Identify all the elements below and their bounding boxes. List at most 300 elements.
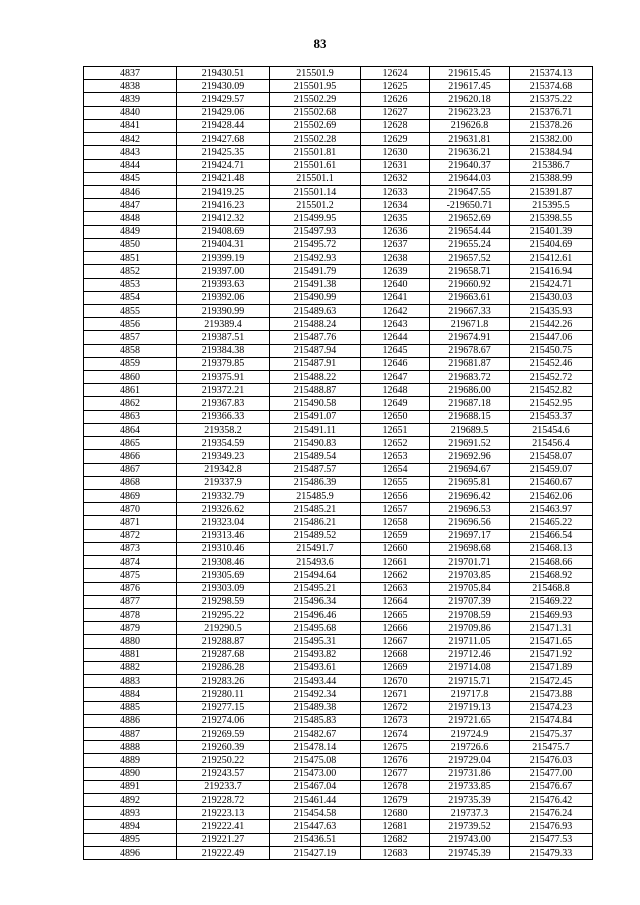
- x-coordinate-cell: 219696.53: [430, 503, 510, 516]
- x-coordinate-cell: 219424.71: [177, 159, 270, 172]
- table-row: [84, 331, 593, 344]
- x-coordinate-cell: 219626.8: [430, 119, 510, 132]
- x-coordinate-cell: 219288.87: [177, 635, 270, 648]
- y-coordinate-cell: 215491.79: [270, 265, 361, 278]
- point-number-cell: 12636: [361, 225, 430, 238]
- x-coordinate-cell: 219726.6: [430, 741, 510, 754]
- x-coordinate-cell: 219709.86: [430, 622, 510, 635]
- point-number-cell: 12634: [361, 199, 430, 212]
- point-number-cell: 4845: [84, 172, 177, 185]
- y-coordinate-cell: 215493.44: [270, 675, 361, 688]
- point-number-cell: 12651: [361, 423, 430, 436]
- x-coordinate-cell: 219286.28: [177, 661, 270, 674]
- x-coordinate-cell: 219636.21: [430, 146, 510, 159]
- point-number-cell: 4867: [84, 463, 177, 476]
- table-row: [84, 304, 593, 317]
- x-coordinate-cell: 219658.71: [430, 265, 510, 278]
- point-number-cell: 12666: [361, 622, 430, 635]
- table-row: [84, 833, 593, 846]
- y-coordinate-cell: 215466.54: [510, 529, 593, 542]
- point-number-cell: 12632: [361, 172, 430, 185]
- table-row: [84, 476, 593, 489]
- x-coordinate-cell: 219287.68: [177, 648, 270, 661]
- y-coordinate-cell: 215486.39: [270, 476, 361, 489]
- x-coordinate-cell: 219683.72: [430, 371, 510, 384]
- point-number-cell: 4840: [84, 106, 177, 119]
- y-coordinate-cell: 215452.95: [510, 397, 593, 410]
- x-coordinate-cell: 219714.08: [430, 661, 510, 674]
- y-coordinate-cell: 215490.83: [270, 437, 361, 450]
- y-coordinate-cell: 215491.38: [270, 278, 361, 291]
- x-coordinate-cell: 219719.13: [430, 701, 510, 714]
- table-row: [84, 437, 593, 450]
- x-coordinate-cell: 219269.59: [177, 727, 270, 740]
- y-coordinate-cell: 215497.93: [270, 225, 361, 238]
- table-row: [84, 397, 593, 410]
- point-number-cell: 12663: [361, 582, 430, 595]
- y-coordinate-cell: 215469.93: [510, 608, 593, 621]
- point-number-cell: 4857: [84, 331, 177, 344]
- x-coordinate-cell: 219421.48: [177, 172, 270, 185]
- y-coordinate-cell: 215382.00: [510, 133, 593, 146]
- y-coordinate-cell: 215442.26: [510, 318, 593, 331]
- x-coordinate-cell: 219692.96: [430, 450, 510, 463]
- table-row: [84, 212, 593, 225]
- y-coordinate-cell: 215499.95: [270, 212, 361, 225]
- point-number-cell: 12628: [361, 119, 430, 132]
- table-row: [84, 595, 593, 608]
- coordinates-table: [83, 66, 593, 860]
- table-row: [84, 846, 593, 859]
- point-number-cell: 4837: [84, 67, 177, 80]
- y-coordinate-cell: 215502.69: [270, 119, 361, 132]
- x-coordinate-cell: 219429.06: [177, 106, 270, 119]
- point-number-cell: 4854: [84, 291, 177, 304]
- point-number-cell: 4866: [84, 450, 177, 463]
- point-number-cell: 12665: [361, 608, 430, 621]
- point-number-cell: 4862: [84, 397, 177, 410]
- x-coordinate-cell: 219250.22: [177, 754, 270, 767]
- x-coordinate-cell: 219372.21: [177, 384, 270, 397]
- point-number-cell: 12675: [361, 741, 430, 754]
- point-number-cell: 12664: [361, 595, 430, 608]
- table-row: [84, 727, 593, 740]
- point-number-cell: 4847: [84, 199, 177, 212]
- x-coordinate-cell: 219696.42: [430, 490, 510, 503]
- point-number-cell: 12637: [361, 238, 430, 251]
- x-coordinate-cell: 219667.33: [430, 304, 510, 317]
- x-coordinate-cell: 219308.46: [177, 556, 270, 569]
- x-coordinate-cell: 219222.49: [177, 846, 270, 859]
- table-row: [84, 384, 593, 397]
- x-coordinate-cell: 219223.13: [177, 807, 270, 820]
- point-number-cell: 4879: [84, 622, 177, 635]
- y-coordinate-cell: 215495.21: [270, 582, 361, 595]
- table-row: [84, 516, 593, 529]
- y-coordinate-cell: 215490.58: [270, 397, 361, 410]
- point-number-cell: 12659: [361, 529, 430, 542]
- point-number-cell: 12682: [361, 833, 430, 846]
- point-number-cell: 4888: [84, 741, 177, 754]
- x-coordinate-cell: 219390.99: [177, 304, 270, 317]
- point-number-cell: 4891: [84, 780, 177, 793]
- x-coordinate-cell: 219715.71: [430, 675, 510, 688]
- point-number-cell: 4844: [84, 159, 177, 172]
- x-coordinate-cell: 219691.52: [430, 437, 510, 450]
- y-coordinate-cell: 215488.24: [270, 318, 361, 331]
- point-number-cell: 4852: [84, 265, 177, 278]
- y-coordinate-cell: 215476.93: [510, 820, 593, 833]
- table-row: [84, 661, 593, 674]
- x-coordinate-cell: 219342.8: [177, 463, 270, 476]
- y-coordinate-cell: 215374.68: [510, 80, 593, 93]
- point-number-cell: 12653: [361, 450, 430, 463]
- x-coordinate-cell: 219617.45: [430, 80, 510, 93]
- table-row: [84, 780, 593, 793]
- point-number-cell: 4870: [84, 503, 177, 516]
- point-number-cell: 12671: [361, 688, 430, 701]
- page-number: 83: [313, 36, 327, 51]
- y-coordinate-cell: 215450.75: [510, 344, 593, 357]
- point-number-cell: 4873: [84, 542, 177, 555]
- table-row: [84, 185, 593, 198]
- point-number-cell: 12681: [361, 820, 430, 833]
- point-number-cell: 12662: [361, 569, 430, 582]
- point-number-cell: 4877: [84, 595, 177, 608]
- y-coordinate-cell: 215452.82: [510, 384, 593, 397]
- point-number-cell: 12627: [361, 106, 430, 119]
- x-coordinate-cell: 219427.68: [177, 133, 270, 146]
- table-row: [84, 93, 593, 106]
- table-row: [84, 423, 593, 436]
- coordinates-table-body: [84, 67, 593, 860]
- table-row: [84, 794, 593, 807]
- y-coordinate-cell: 215401.39: [510, 225, 593, 238]
- x-coordinate-cell: 219326.62: [177, 503, 270, 516]
- point-number-cell: 4838: [84, 80, 177, 93]
- point-number-cell: 4855: [84, 304, 177, 317]
- x-coordinate-cell: 219416.23: [177, 199, 270, 212]
- x-coordinate-cell: 219739.52: [430, 820, 510, 833]
- table-row: [84, 265, 593, 278]
- y-coordinate-cell: 215376.71: [510, 106, 593, 119]
- point-number-cell: 12639: [361, 265, 430, 278]
- point-number-cell: 12674: [361, 727, 430, 740]
- table-row: [84, 767, 593, 780]
- y-coordinate-cell: 215501.95: [270, 80, 361, 93]
- x-coordinate-cell: 219303.09: [177, 582, 270, 595]
- point-number-cell: 4871: [84, 516, 177, 529]
- x-coordinate-cell: 219408.69: [177, 225, 270, 238]
- x-coordinate-cell: 219349.23: [177, 450, 270, 463]
- point-number-cell: 4889: [84, 754, 177, 767]
- table-row: [84, 635, 593, 648]
- point-number-cell: 12643: [361, 318, 430, 331]
- x-coordinate-cell: 219397.00: [177, 265, 270, 278]
- table-row: [84, 172, 593, 185]
- y-coordinate-cell: 215501.2: [270, 199, 361, 212]
- point-number-cell: 4846: [84, 185, 177, 198]
- y-coordinate-cell: 215471.89: [510, 661, 593, 674]
- table-row: [84, 490, 593, 503]
- y-coordinate-cell: 215501.9: [270, 67, 361, 80]
- table-row: [84, 608, 593, 621]
- table-row: [84, 357, 593, 370]
- table-row: [84, 542, 593, 555]
- point-number-cell: 4853: [84, 278, 177, 291]
- x-coordinate-cell: 219745.39: [430, 846, 510, 859]
- y-coordinate-cell: 215412.61: [510, 252, 593, 265]
- point-number-cell: 4880: [84, 635, 177, 648]
- x-coordinate-cell: 219644.03: [430, 172, 510, 185]
- point-number-cell: 12646: [361, 357, 430, 370]
- x-coordinate-cell: 219295.22: [177, 608, 270, 621]
- table-row: [84, 582, 593, 595]
- x-coordinate-cell: 219425.35: [177, 146, 270, 159]
- table-row: [84, 569, 593, 582]
- x-coordinate-cell: 219389.4: [177, 318, 270, 331]
- x-coordinate-cell: 219222.41: [177, 820, 270, 833]
- y-coordinate-cell: 215456.4: [510, 437, 593, 450]
- x-coordinate-cell: 219737.3: [430, 807, 510, 820]
- x-coordinate-cell: 219298.59: [177, 595, 270, 608]
- table-row: [84, 701, 593, 714]
- table-row: [84, 741, 593, 754]
- y-coordinate-cell: 215388.99: [510, 172, 593, 185]
- x-coordinate-cell: 219283.26: [177, 675, 270, 688]
- y-coordinate-cell: 215476.03: [510, 754, 593, 767]
- point-number-cell: 12635: [361, 212, 430, 225]
- point-number-cell: 12645: [361, 344, 430, 357]
- point-number-cell: 4887: [84, 727, 177, 740]
- point-number-cell: 4860: [84, 371, 177, 384]
- x-coordinate-cell: 219290.5: [177, 622, 270, 635]
- x-coordinate-cell: 219367.83: [177, 397, 270, 410]
- y-coordinate-cell: 215479.33: [510, 846, 593, 859]
- y-coordinate-cell: 215468.13: [510, 542, 593, 555]
- point-number-cell: 4881: [84, 648, 177, 661]
- y-coordinate-cell: 215475.08: [270, 754, 361, 767]
- x-coordinate-cell: 219721.65: [430, 714, 510, 727]
- y-coordinate-cell: 215463.97: [510, 503, 593, 516]
- table-row: [84, 80, 593, 93]
- x-coordinate-cell: 219724.9: [430, 727, 510, 740]
- point-number-cell: 4874: [84, 556, 177, 569]
- x-coordinate-cell: 219687.18: [430, 397, 510, 410]
- point-number-cell: 12679: [361, 794, 430, 807]
- point-number-cell: 12676: [361, 754, 430, 767]
- y-coordinate-cell: 215493.82: [270, 648, 361, 661]
- y-coordinate-cell: 215404.69: [510, 238, 593, 251]
- y-coordinate-cell: 215502.29: [270, 93, 361, 106]
- point-number-cell: 12652: [361, 437, 430, 450]
- y-coordinate-cell: 215491.07: [270, 410, 361, 423]
- point-number-cell: 12657: [361, 503, 430, 516]
- point-number-cell: 12640: [361, 278, 430, 291]
- table-row: [84, 675, 593, 688]
- y-coordinate-cell: 215374.13: [510, 67, 593, 80]
- y-coordinate-cell: 215398.55: [510, 212, 593, 225]
- point-number-cell: 4892: [84, 794, 177, 807]
- y-coordinate-cell: 215447.63: [270, 820, 361, 833]
- point-number-cell: 4841: [84, 119, 177, 132]
- y-coordinate-cell: 215485.9: [270, 490, 361, 503]
- y-coordinate-cell: 215490.99: [270, 291, 361, 304]
- point-number-cell: 4883: [84, 675, 177, 688]
- point-number-cell: 12656: [361, 490, 430, 503]
- y-coordinate-cell: 215487.91: [270, 357, 361, 370]
- x-coordinate-cell: 219743.00: [430, 833, 510, 846]
- y-coordinate-cell: 215494.64: [270, 569, 361, 582]
- point-number-cell: 4863: [84, 410, 177, 423]
- y-coordinate-cell: 215462.06: [510, 490, 593, 503]
- y-coordinate-cell: 215501.1: [270, 172, 361, 185]
- y-coordinate-cell: 215454.58: [270, 807, 361, 820]
- point-number-cell: 4851: [84, 252, 177, 265]
- table-row: [84, 159, 593, 172]
- table-row: [84, 556, 593, 569]
- y-coordinate-cell: 215495.72: [270, 238, 361, 251]
- table-row: [84, 67, 593, 80]
- table-row: [84, 106, 593, 119]
- point-number-cell: 12641: [361, 291, 430, 304]
- y-coordinate-cell: 215496.34: [270, 595, 361, 608]
- y-coordinate-cell: 215485.21: [270, 503, 361, 516]
- y-coordinate-cell: 215467.04: [270, 780, 361, 793]
- table-row: [84, 410, 593, 423]
- x-coordinate-cell: 219735.39: [430, 794, 510, 807]
- y-coordinate-cell: 215493.61: [270, 661, 361, 674]
- x-coordinate-cell: 219358.2: [177, 423, 270, 436]
- y-coordinate-cell: 215469.22: [510, 595, 593, 608]
- x-coordinate-cell: 219708.59: [430, 608, 510, 621]
- x-coordinate-cell: 219733.85: [430, 780, 510, 793]
- point-number-cell: 12631: [361, 159, 430, 172]
- y-coordinate-cell: 215378.26: [510, 119, 593, 132]
- x-coordinate-cell: 219688.15: [430, 410, 510, 423]
- x-coordinate-cell: 219657.52: [430, 252, 510, 265]
- y-coordinate-cell: 215416.94: [510, 265, 593, 278]
- y-coordinate-cell: 215488.87: [270, 384, 361, 397]
- x-coordinate-cell: 219694.67: [430, 463, 510, 476]
- x-coordinate-cell: 219379.85: [177, 357, 270, 370]
- y-coordinate-cell: 215476.42: [510, 794, 593, 807]
- x-coordinate-cell: 219652.69: [430, 212, 510, 225]
- y-coordinate-cell: 215465.22: [510, 516, 593, 529]
- y-coordinate-cell: 215475.7: [510, 741, 593, 754]
- x-coordinate-cell: -219650.71: [430, 199, 510, 212]
- y-coordinate-cell: 215477.00: [510, 767, 593, 780]
- point-number-cell: 12647: [361, 371, 430, 384]
- y-coordinate-cell: 215487.76: [270, 331, 361, 344]
- x-coordinate-cell: 219712.46: [430, 648, 510, 661]
- point-number-cell: 4872: [84, 529, 177, 542]
- y-coordinate-cell: 215471.31: [510, 622, 593, 635]
- x-coordinate-cell: 219695.81: [430, 476, 510, 489]
- y-coordinate-cell: 215447.06: [510, 331, 593, 344]
- table-row: [84, 714, 593, 727]
- x-coordinate-cell: 219366.33: [177, 410, 270, 423]
- y-coordinate-cell: 215468.8: [510, 582, 593, 595]
- point-number-cell: 12644: [361, 331, 430, 344]
- x-coordinate-cell: 219703.85: [430, 569, 510, 582]
- point-number-cell: 4896: [84, 846, 177, 859]
- point-number-cell: 12677: [361, 767, 430, 780]
- point-number-cell: 12654: [361, 463, 430, 476]
- table-row: [84, 291, 593, 304]
- y-coordinate-cell: 215454.6: [510, 423, 593, 436]
- y-coordinate-cell: 215495.31: [270, 635, 361, 648]
- x-coordinate-cell: 219375.91: [177, 371, 270, 384]
- x-coordinate-cell: 219674.91: [430, 331, 510, 344]
- table-row: [84, 146, 593, 159]
- x-coordinate-cell: 219354.59: [177, 437, 270, 450]
- point-number-cell: 4885: [84, 701, 177, 714]
- x-coordinate-cell: 219729.04: [430, 754, 510, 767]
- point-number-cell: 12633: [361, 185, 430, 198]
- point-number-cell: 4876: [84, 582, 177, 595]
- y-coordinate-cell: 215474.84: [510, 714, 593, 727]
- y-coordinate-cell: 215492.93: [270, 252, 361, 265]
- y-coordinate-cell: 215384.94: [510, 146, 593, 159]
- table-row: [84, 463, 593, 476]
- y-coordinate-cell: 215427.19: [270, 846, 361, 859]
- point-number-cell: 12642: [361, 304, 430, 317]
- x-coordinate-cell: 219332.79: [177, 490, 270, 503]
- x-coordinate-cell: 219221.27: [177, 833, 270, 846]
- y-coordinate-cell: 215391.87: [510, 185, 593, 198]
- y-coordinate-cell: 215471.92: [510, 648, 593, 661]
- y-coordinate-cell: 215502.28: [270, 133, 361, 146]
- point-number-cell: 4869: [84, 490, 177, 503]
- y-coordinate-cell: 215436.51: [270, 833, 361, 846]
- table-row: [84, 278, 593, 291]
- point-number-cell: 4868: [84, 476, 177, 489]
- point-number-cell: 4878: [84, 608, 177, 621]
- x-coordinate-cell: 219419.25: [177, 185, 270, 198]
- point-number-cell: 4856: [84, 318, 177, 331]
- y-coordinate-cell: 215468.66: [510, 556, 593, 569]
- x-coordinate-cell: 219337.9: [177, 476, 270, 489]
- point-number-cell: 12683: [361, 846, 430, 859]
- point-number-cell: 4882: [84, 661, 177, 674]
- y-coordinate-cell: 215468.92: [510, 569, 593, 582]
- y-coordinate-cell: 215487.94: [270, 344, 361, 357]
- y-coordinate-cell: 215491.7: [270, 542, 361, 555]
- x-coordinate-cell: 219711.05: [430, 635, 510, 648]
- x-coordinate-cell: 219392.06: [177, 291, 270, 304]
- y-coordinate-cell: 215482.67: [270, 727, 361, 740]
- x-coordinate-cell: 219689.5: [430, 423, 510, 436]
- x-coordinate-cell: 219393.63: [177, 278, 270, 291]
- point-number-cell: 4848: [84, 212, 177, 225]
- point-number-cell: 4839: [84, 93, 177, 106]
- x-coordinate-cell: 219654.44: [430, 225, 510, 238]
- y-coordinate-cell: 215485.83: [270, 714, 361, 727]
- table-row: [84, 199, 593, 212]
- y-coordinate-cell: 215435.93: [510, 304, 593, 317]
- point-number-cell: 12680: [361, 807, 430, 820]
- point-number-cell: 12669: [361, 661, 430, 674]
- x-coordinate-cell: 219671.8: [430, 318, 510, 331]
- table-row: [84, 119, 593, 132]
- x-coordinate-cell: 219430.09: [177, 80, 270, 93]
- y-coordinate-cell: 215501.61: [270, 159, 361, 172]
- x-coordinate-cell: 219698.68: [430, 542, 510, 555]
- point-number-cell: 4861: [84, 384, 177, 397]
- x-coordinate-cell: 219660.92: [430, 278, 510, 291]
- point-number-cell: 4890: [84, 767, 177, 780]
